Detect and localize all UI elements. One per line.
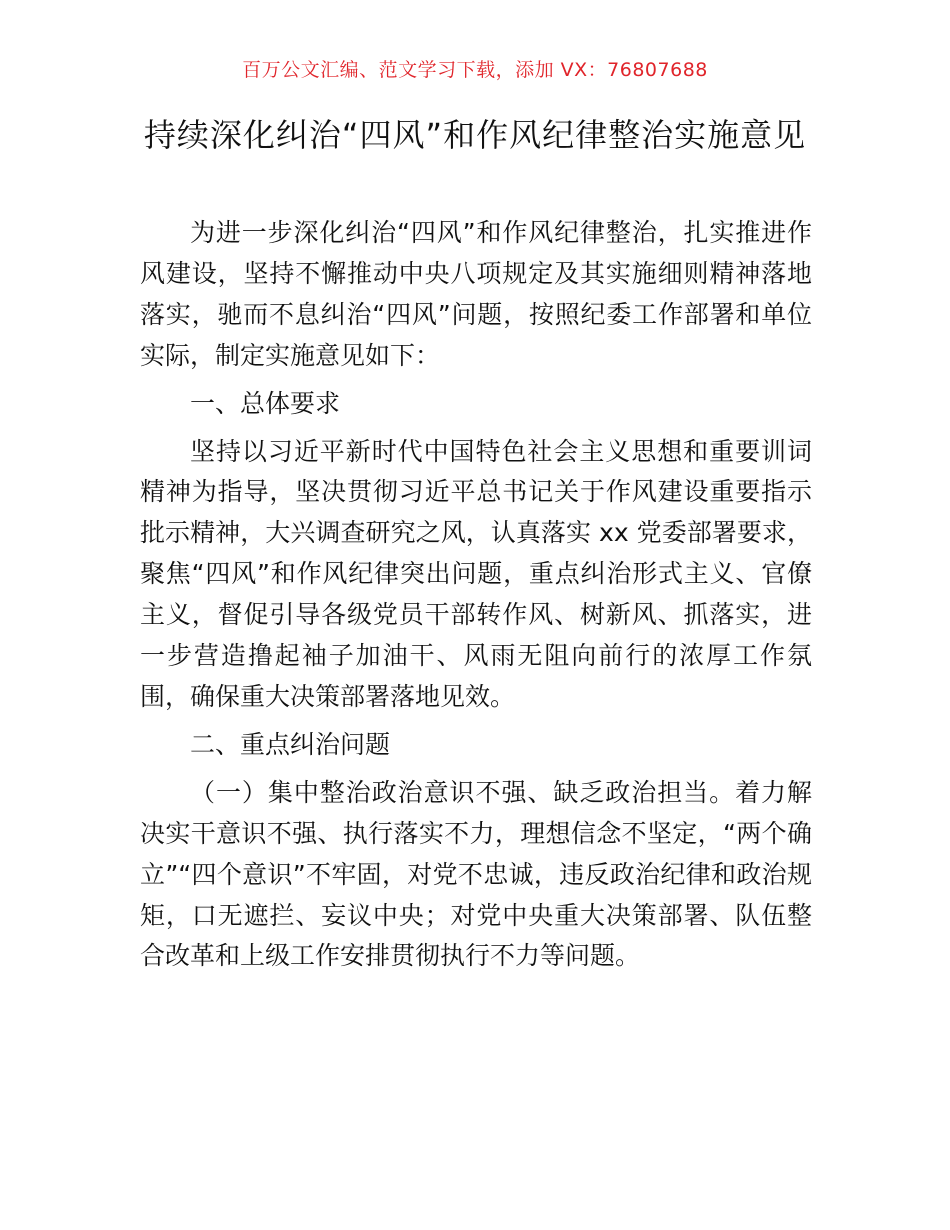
document-body (140, 213, 812, 977)
intro-paragraph: 为进一步深化纠治“四风”和作风纪律整治，扎实推进作风建设，坚持不懈推动中央八项规定及其实施细则精神落地落实，驰而不息纠治“四风”问题，按照纪委工作部署和单位实际，制定实施意见如下： (140, 218, 812, 370)
section-heading-general-requirements: 一、总体要求 (190, 388, 341, 418)
document-title: 持续深化纠治“四风”和作风纪律整治实施意见 (143, 116, 807, 154)
section-heading-key-issues: 二、重点纠治问题 (190, 729, 391, 759)
key-issue-item-1: （一）集中整治政治意识不强、缺乏政治担当。着力解决实干意识不强、执行落实不力，理想信念不坚定，“两个确立”“四个意识”不牢固，对党不忠诚，违反政治纪律和政治规矩，口无遮拦、妄议中央；对党中央重大决策部署、队伍整合改革和上级工作安排贯彻执行不力等问题。 (140, 777, 812, 971)
general-requirements-paragraph: 坚持以习近平新时代中国特色社会主义思想和重要训词精神为指导，坚决贯彻习近平总书记关于作风建设重要指示批示精神，大兴调查研究之风，认真落实 xx 党委部署要求，聚焦“四风”和作风纪律突出问题，重点纠治形式主义、官僚主义，督促引导各级党员干部转作风、树新风、抓落实，进一步营造撸起袖子加油干、风雨无阻向前行的浓厚工作氛围，确保重大决策部署落地见效。 (140, 436, 812, 711)
watermark-banner: 百万公文汇编、范文学习下载，添加 VX：76807688 (242, 59, 708, 81)
